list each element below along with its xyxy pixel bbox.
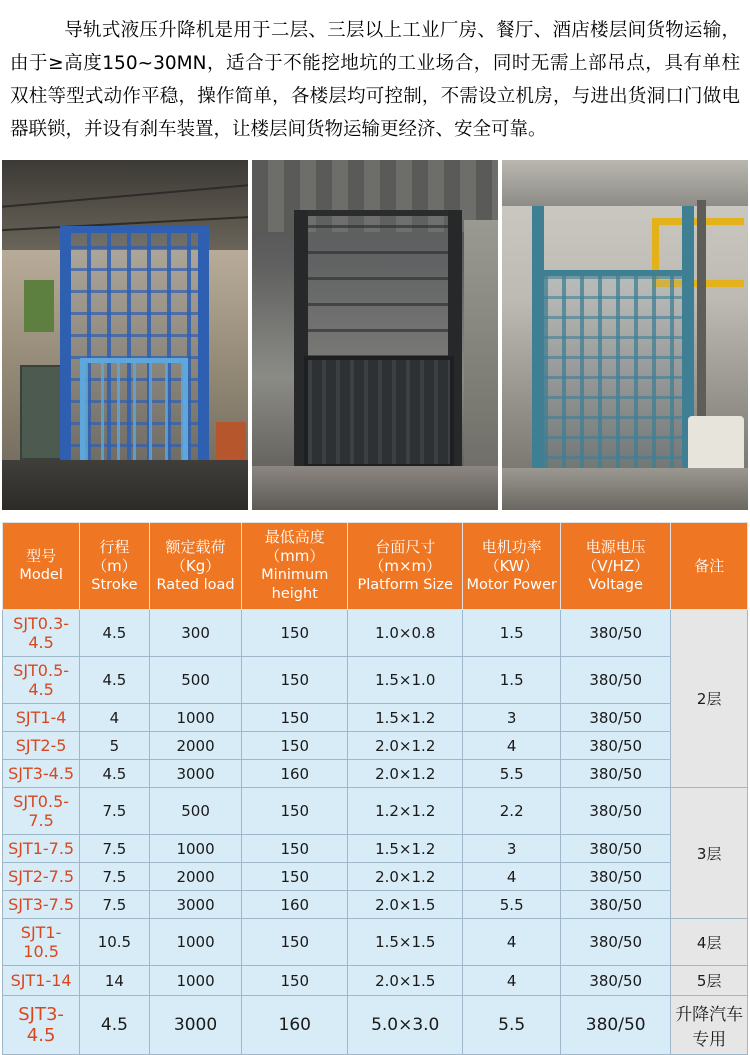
- cell-load: 1000: [149, 919, 242, 966]
- cell-height: 150: [242, 704, 348, 732]
- cell-model: SJT2-5: [3, 732, 80, 760]
- product-photo-3: [502, 160, 748, 510]
- guide-rail-post: [60, 226, 71, 500]
- guide-rail-post: [532, 206, 544, 486]
- cell-voltage: 380/50: [561, 835, 671, 863]
- table-row: [3, 835, 748, 863]
- cell-height: 150: [242, 835, 348, 863]
- table-header: [3, 523, 748, 610]
- cell-remark: 2层: [671, 610, 748, 788]
- cell-size: 1.5×1.2: [348, 704, 463, 732]
- ceiling-beam: [502, 160, 748, 206]
- cell-size: 1.5×1.5: [348, 919, 463, 966]
- cell-voltage: 380/50: [561, 788, 671, 835]
- cell-stroke: 7.5: [80, 863, 149, 891]
- specification-table: [2, 522, 748, 1055]
- cell-load: 500: [149, 788, 242, 835]
- cell-stroke: 7.5: [80, 788, 149, 835]
- cell-size: 2.0×1.5: [348, 891, 463, 919]
- cell-voltage: 380/50: [561, 610, 671, 657]
- cell-size: 1.5×1.0: [348, 657, 463, 704]
- cell-model: SJT3-7.5: [3, 891, 80, 919]
- lift-carriage: [304, 356, 454, 468]
- cell-model: SJT3-4.5: [3, 760, 80, 788]
- cell-stroke: 4.5: [80, 760, 149, 788]
- cell-height: 150: [242, 610, 348, 657]
- table-row: [3, 863, 748, 891]
- cell-power: 4: [463, 732, 561, 760]
- cell-power: 5.5: [463, 996, 561, 1055]
- product-photo-2: [252, 160, 498, 510]
- cell-voltage: 380/50: [561, 760, 671, 788]
- cell-voltage: 380/50: [561, 996, 671, 1055]
- cell-size: 2.0×1.5: [348, 966, 463, 996]
- cell-load: 1000: [149, 966, 242, 996]
- column-header-rated-load: 额定载荷（Kg） Rated load: [149, 523, 242, 610]
- cell-stroke: 10.5: [80, 919, 149, 966]
- cell-stroke: 4: [80, 704, 149, 732]
- cell-power: 1.5: [463, 610, 561, 657]
- cell-load: 3000: [149, 996, 242, 1055]
- table-row: [3, 704, 748, 732]
- cell-model: SJT1-7.5: [3, 835, 80, 863]
- cell-height: 160: [242, 760, 348, 788]
- cell-load: 300: [149, 610, 242, 657]
- cell-load: 2000: [149, 863, 242, 891]
- cell-voltage: 380/50: [561, 919, 671, 966]
- cell-load: 500: [149, 657, 242, 704]
- column-header-platform-size: 台面尺寸（m×m） Platform Size: [348, 523, 463, 610]
- workshop-wall: [464, 220, 498, 470]
- product-photo-1: [2, 160, 248, 510]
- cell-voltage: 380/50: [561, 657, 671, 704]
- spec-table-wrapper: [0, 510, 750, 1055]
- cell-model: SJT0.5-7.5: [3, 788, 80, 835]
- cell-stroke: 7.5: [80, 835, 149, 863]
- table-row: [3, 919, 748, 966]
- cell-stroke: 14: [80, 966, 149, 996]
- table-row: [3, 657, 748, 704]
- table-header-row: [3, 523, 748, 610]
- cell-power: 2.2: [463, 788, 561, 835]
- cell-load: 3000: [149, 891, 242, 919]
- lift-cage-teal: [538, 270, 688, 485]
- cell-remark: 5层: [671, 966, 748, 996]
- cell-voltage: 380/50: [561, 732, 671, 760]
- workshop-floor: [2, 460, 248, 510]
- cell-size: 5.0×3.0: [348, 996, 463, 1055]
- cell-model: SJT0.3-4.5: [3, 610, 80, 657]
- cell-size: 2.0×1.2: [348, 760, 463, 788]
- cell-power: 5.5: [463, 891, 561, 919]
- cell-power: 3: [463, 835, 561, 863]
- cell-load: 2000: [149, 732, 242, 760]
- cell-height: 160: [242, 996, 348, 1055]
- cell-power: 4: [463, 919, 561, 966]
- cell-stroke: 7.5: [80, 891, 149, 919]
- cell-remark: 4层: [671, 919, 748, 966]
- cell-size: 1.2×1.2: [348, 788, 463, 835]
- cell-size: 2.0×1.2: [348, 863, 463, 891]
- cell-height: 160: [242, 891, 348, 919]
- cell-size: 1.5×1.2: [348, 835, 463, 863]
- cell-stroke: 5: [80, 732, 149, 760]
- cell-power: 3: [463, 704, 561, 732]
- cell-stroke: 4.5: [80, 996, 149, 1055]
- cell-model: SJT0.5-4.5: [3, 657, 80, 704]
- column-header-model: 型号 Model: [3, 523, 80, 610]
- cell-model: SJT1-14: [3, 966, 80, 996]
- cell-power: 4: [463, 863, 561, 891]
- table-row: [3, 788, 748, 835]
- cell-load: 1000: [149, 835, 242, 863]
- cell-load: 1000: [149, 704, 242, 732]
- cell-power: 1.5: [463, 657, 561, 704]
- cell-height: 150: [242, 657, 348, 704]
- product-description-text: 导轨式液压升降机是用于二层、三层以上工业厂房、餐厅、酒店楼层间货物运输，由于≥高度150~30MN，适合于不能挖地坑的工业场合，同时无需上部吊点，具有单柱双柱等型式动作平稳，操作简单，各楼层均可控制，不需设立机房，与进出货洞口门做电器联锁，并设有刹车装置，让楼层间货物运输更经济、安全可靠。: [10, 20, 740, 140]
- guide-rail-post: [198, 226, 209, 500]
- cell-model: SJT1-4: [3, 704, 80, 732]
- cell-height: 150: [242, 966, 348, 996]
- cell-model: SJT3-4.5: [3, 996, 80, 1055]
- table-row: [3, 891, 748, 919]
- cell-power: 4: [463, 966, 561, 996]
- cell-stroke: 4.5: [80, 610, 149, 657]
- cell-voltage: 380/50: [561, 891, 671, 919]
- cell-model: SJT2-7.5: [3, 863, 80, 891]
- cell-height: 150: [242, 919, 348, 966]
- cell-load: 3000: [149, 760, 242, 788]
- column-header-minimum-height: 最低高度（mm） Minimum height: [242, 523, 348, 610]
- cell-size: 2.0×1.2: [348, 732, 463, 760]
- column-header-stroke: 行程（m） Stroke: [80, 523, 149, 610]
- cell-voltage: 380/50: [561, 863, 671, 891]
- cell-voltage: 380/50: [561, 966, 671, 996]
- cell-power: 5.5: [463, 760, 561, 788]
- cell-model: SJT1-10.5: [3, 919, 80, 966]
- table-body: [3, 610, 748, 1055]
- column-header-remark: 备注: [671, 523, 748, 610]
- product-photo-strip: [0, 160, 750, 510]
- table-row: [3, 610, 748, 657]
- cell-remark: 3层: [671, 788, 748, 919]
- cell-height: 150: [242, 788, 348, 835]
- cell-remark: 升降汽车专用: [671, 996, 748, 1055]
- cell-stroke: 4.5: [80, 657, 149, 704]
- cell-height: 150: [242, 732, 348, 760]
- column-header-voltage: 电源电压（V/HZ） Voltage: [561, 523, 671, 610]
- product-description: [0, 0, 750, 146]
- table-row: [3, 966, 748, 996]
- workshop-floor: [502, 468, 748, 510]
- table-row: [3, 760, 748, 788]
- table-row: [3, 732, 748, 760]
- column-header-motor-power: 电机功率（KW） Motor Power: [463, 523, 561, 610]
- cell-size: 1.0×0.8: [348, 610, 463, 657]
- cell-voltage: 380/50: [561, 704, 671, 732]
- cell-height: 150: [242, 863, 348, 891]
- table-row: [3, 996, 748, 1055]
- workshop-floor: [252, 466, 498, 510]
- wall-panel: [24, 280, 54, 332]
